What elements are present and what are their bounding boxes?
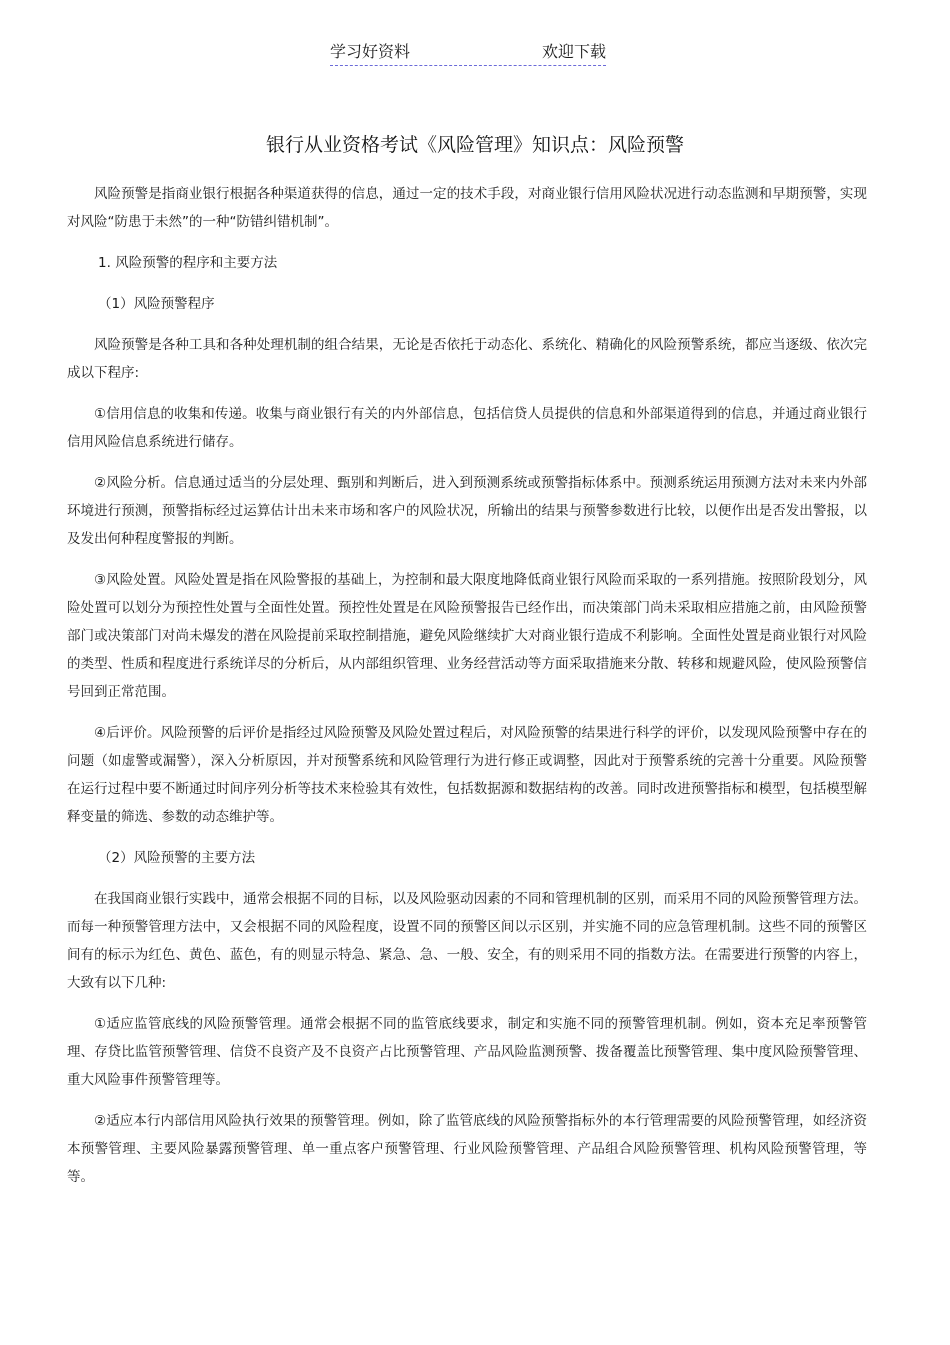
body-paragraph: ①信用信息的收集和传递。收集与商业银行有关的内外部信息，包括信贷人员提供的信息和外部渠道得到的信息，并通过商业银行信用风险信息系统进行储存。 bbox=[67, 406, 867, 450]
body-paragraph: 风险预警是各种工具和各种处理机制的组合结果，无论是否依托于动态化、系统化、精确化的风险预警系统，都应当逐级、依次完成以下程序: bbox=[67, 337, 867, 381]
body-paragraph: ②适应本行内部信用风险执行效果的预警管理。例如，除了监管底线的风险预警指标外的本行管理需要的风险预警管理，如经济资本预警管理、主要风险暴露预警管理、单一重点客户预警管理、行业风险预警管理、产品组合风险预警管理、机构风险预警管理，等等。 bbox=[67, 1113, 867, 1185]
body-paragraph: ④后评价。风险预警的后评价是指经过风险预警及风险处置过程后，对风险预警的结果进行科学的评价，以发现风险预警中存在的问题（如虚警或漏警），深入分析原因，并对预警系统和风险管理行为进行修正或调整，因此对于预警系统的完善十分重要。风险预警在运行过程中要不断通过时间序列分析等技术来检验其有效性，包括数据源和数据结构的改善。同时改进预警指标和模型，包括模型解释变量的筛选、参数的动态维护等。 bbox=[67, 725, 867, 825]
page-header bbox=[330, 42, 606, 66]
body-paragraph: ①适应监管底线的风险预警管理。通常会根据不同的监管底线要求，制定和实施不同的预警管理机制。例如，资本充足率预警管理、存贷比监管预警管理、信贷不良资产及不良资产占比预警管理、产品风险监测预警、拨备覆盖比预警管理、集中度风险预警管理、重大风险事件预警管理等。 bbox=[67, 1016, 867, 1088]
subsection-heading: （1）风险预警程序 bbox=[98, 296, 215, 312]
body-paragraph: ②风险分析。信息通过适当的分层处理、甄别和判断后，进入到预测系统或预警指标体系中。预测系统运用预测方法对未来内外部环境进行预测，预警指标经过运算估计出未来市场和客户的风险状况，所输出的结果与预警参数进行比较，以便作出是否发出警报，以及发出何种程度警报的判断。 bbox=[67, 475, 867, 547]
header-right-text: 欢迎下载 bbox=[541, 42, 606, 61]
body-paragraph: ③风险处置。风险处置是指在风险警报的基础上，为控制和最大限度地降低商业银行风险而采取的一系列措施。按照阶段划分，风险处置可以划分为预控性处置与全面性处置。预控性处置是在风险预警报告已经作出，而决策部门尚未采取相应措施之前，由风险预警部门或决策部门对尚未爆发的潜在风险提前采取控制措施，避免风险继续扩大对商业银行造成不利影响。全面性处置是商业银行对风险的类型、性质和程度进行系统详尽的分析后，从内部组织管理、业务经营活动等方面采取措施来分散、转移和规避风险，使风险预警信号回到正常范围。 bbox=[67, 572, 867, 700]
document-title: 银行从业资格考试《风险管理》知识点：风险预警 bbox=[265, 134, 684, 156]
header-left-text: 学习好资料 bbox=[330, 42, 411, 61]
body-paragraph: 在我国商业银行实践中，通常会根据不同的目标，以及风险驱动因素的不同和管理机制的区别，而采用不同的风险预警管理方法。而每一种预警管理方法中，又会根据不同的风险程度，设置不同的预警区间以示区别，并实施不同的应急管理机制。这些不同的预警区间有的标示为红色、黄色、蓝色，有的则显示特急、紧急、急、一般、安全，有的则采用不同的指数方法。在需要进行预警的内容上，大致有以下几种: bbox=[67, 891, 867, 991]
subsection-heading: （2）风险预警的主要方法 bbox=[98, 850, 256, 866]
intro-paragraph: 风险预警是指商业银行根据各种渠道获得的信息，通过一定的技术手段，对商业银行信用风险状况进行动态监测和早期预警，实现对风险“防患于未然”的一种“防错纠错机制”。 bbox=[67, 186, 867, 230]
section-heading: 1. 风险预警的程序和主要方法 bbox=[98, 255, 278, 271]
document-body bbox=[67, 180, 867, 1204]
